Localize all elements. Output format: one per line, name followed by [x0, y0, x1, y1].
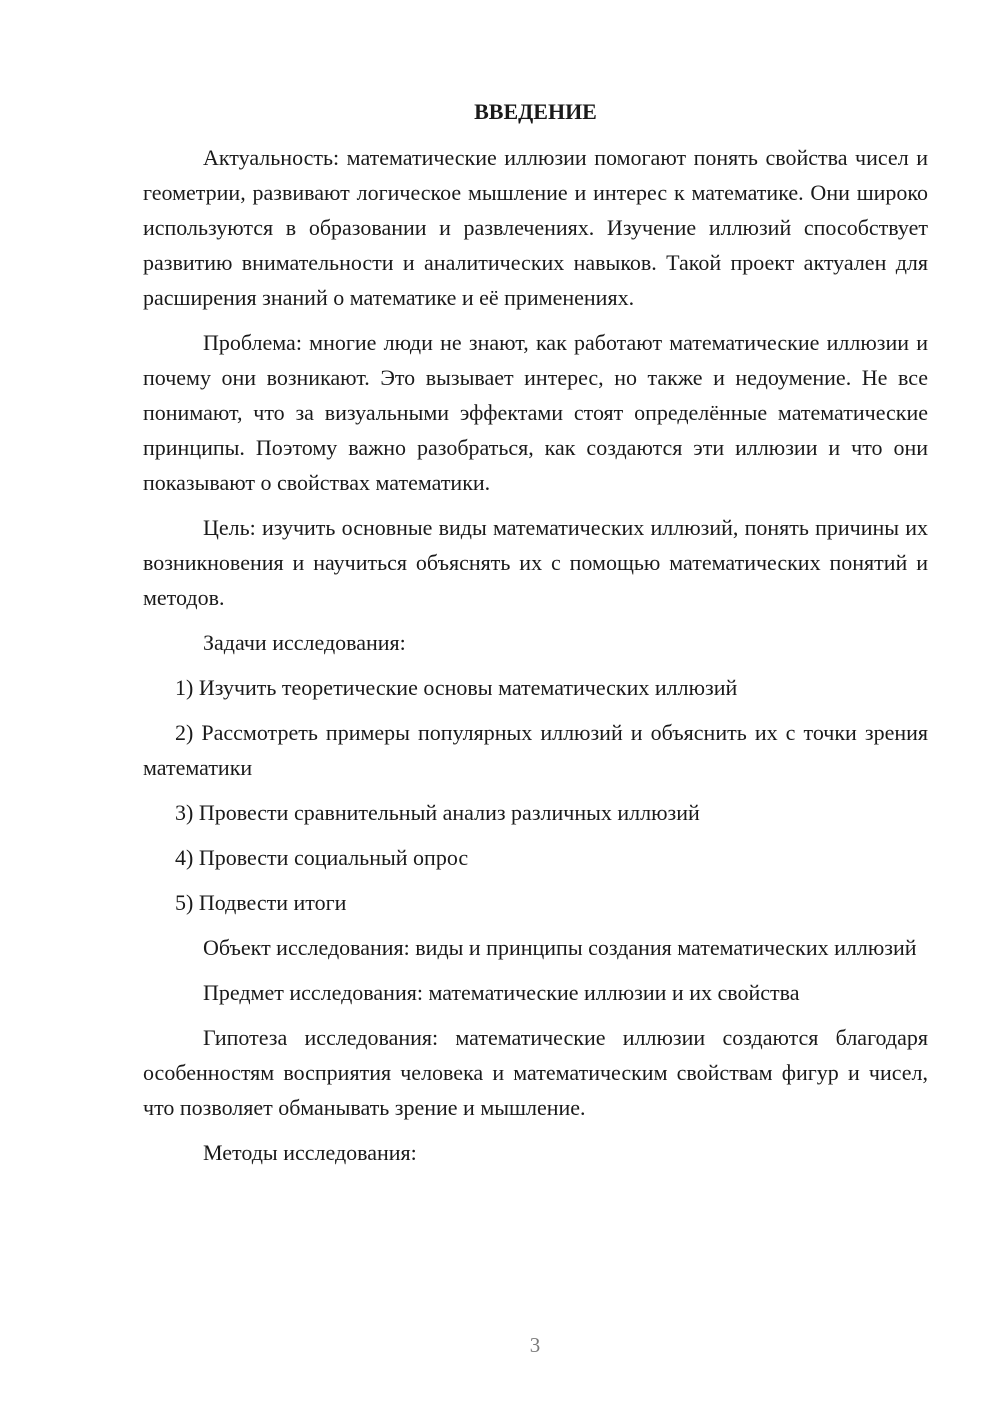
task-item-2: 2) Рассмотреть примеры популярных иллюзий и объяснить их с точки зрения математики [143, 720, 928, 780]
methods-heading: Методы исследования: [203, 1140, 417, 1165]
task-item-5: 5) Подвести итоги [175, 890, 347, 915]
hypothesis-paragraph: Гипотеза исследования: математические иллюзии создаются благодаря особенностям восприятия человека и математическим свойствам фигур и чисел, что позволяет обманывать зрение и мышление. [143, 1025, 928, 1120]
problem-paragraph: Проблема: многие люди не знают, как работают математические иллюзии и почему они возникают. Это вызывает интерес, но также и недоумение. Не все понимают, что за визуальными эффектами стоят определённые математические принципы. Поэтому важно разобраться, как создаются эти иллюзии и что они показывают о свойствах математики. [143, 330, 928, 495]
tasks-heading: Задачи исследования: [203, 630, 406, 655]
task-item-1: 1) Изучить теоретические основы математических иллюзий [175, 675, 738, 700]
document-body [143, 94, 928, 1170]
page-number: 3 [529, 1333, 541, 1357]
relevance-paragraph: Актуальность: математические иллюзии помогают понять свойства чисел и геометрии, развивают логическое мышление и интерес к математике. Они широко используются в образовании и развлечениях. Изучение иллюзий способствует развитию внимательности и аналитических навыков. Такой проект актуален для расширения знаний о математике и её применениях. [143, 145, 928, 310]
subject-paragraph: Предмет исследования: математические иллюзии и их свойства [203, 980, 800, 1005]
section-title: ВВЕДЕНИЕ [474, 99, 597, 124]
object-paragraph: Объект исследования: виды и принципы создания математических иллюзий [203, 935, 917, 960]
task-item-3: 3) Провести сравнительный анализ различных иллюзий [175, 800, 700, 825]
goal-paragraph: Цель: изучить основные виды математических иллюзий, понять причины их возникновения и научиться объяснять их с помощью математических понятий и методов. [143, 515, 928, 610]
task-item-4: 4) Провести социальный опрос [175, 845, 469, 870]
